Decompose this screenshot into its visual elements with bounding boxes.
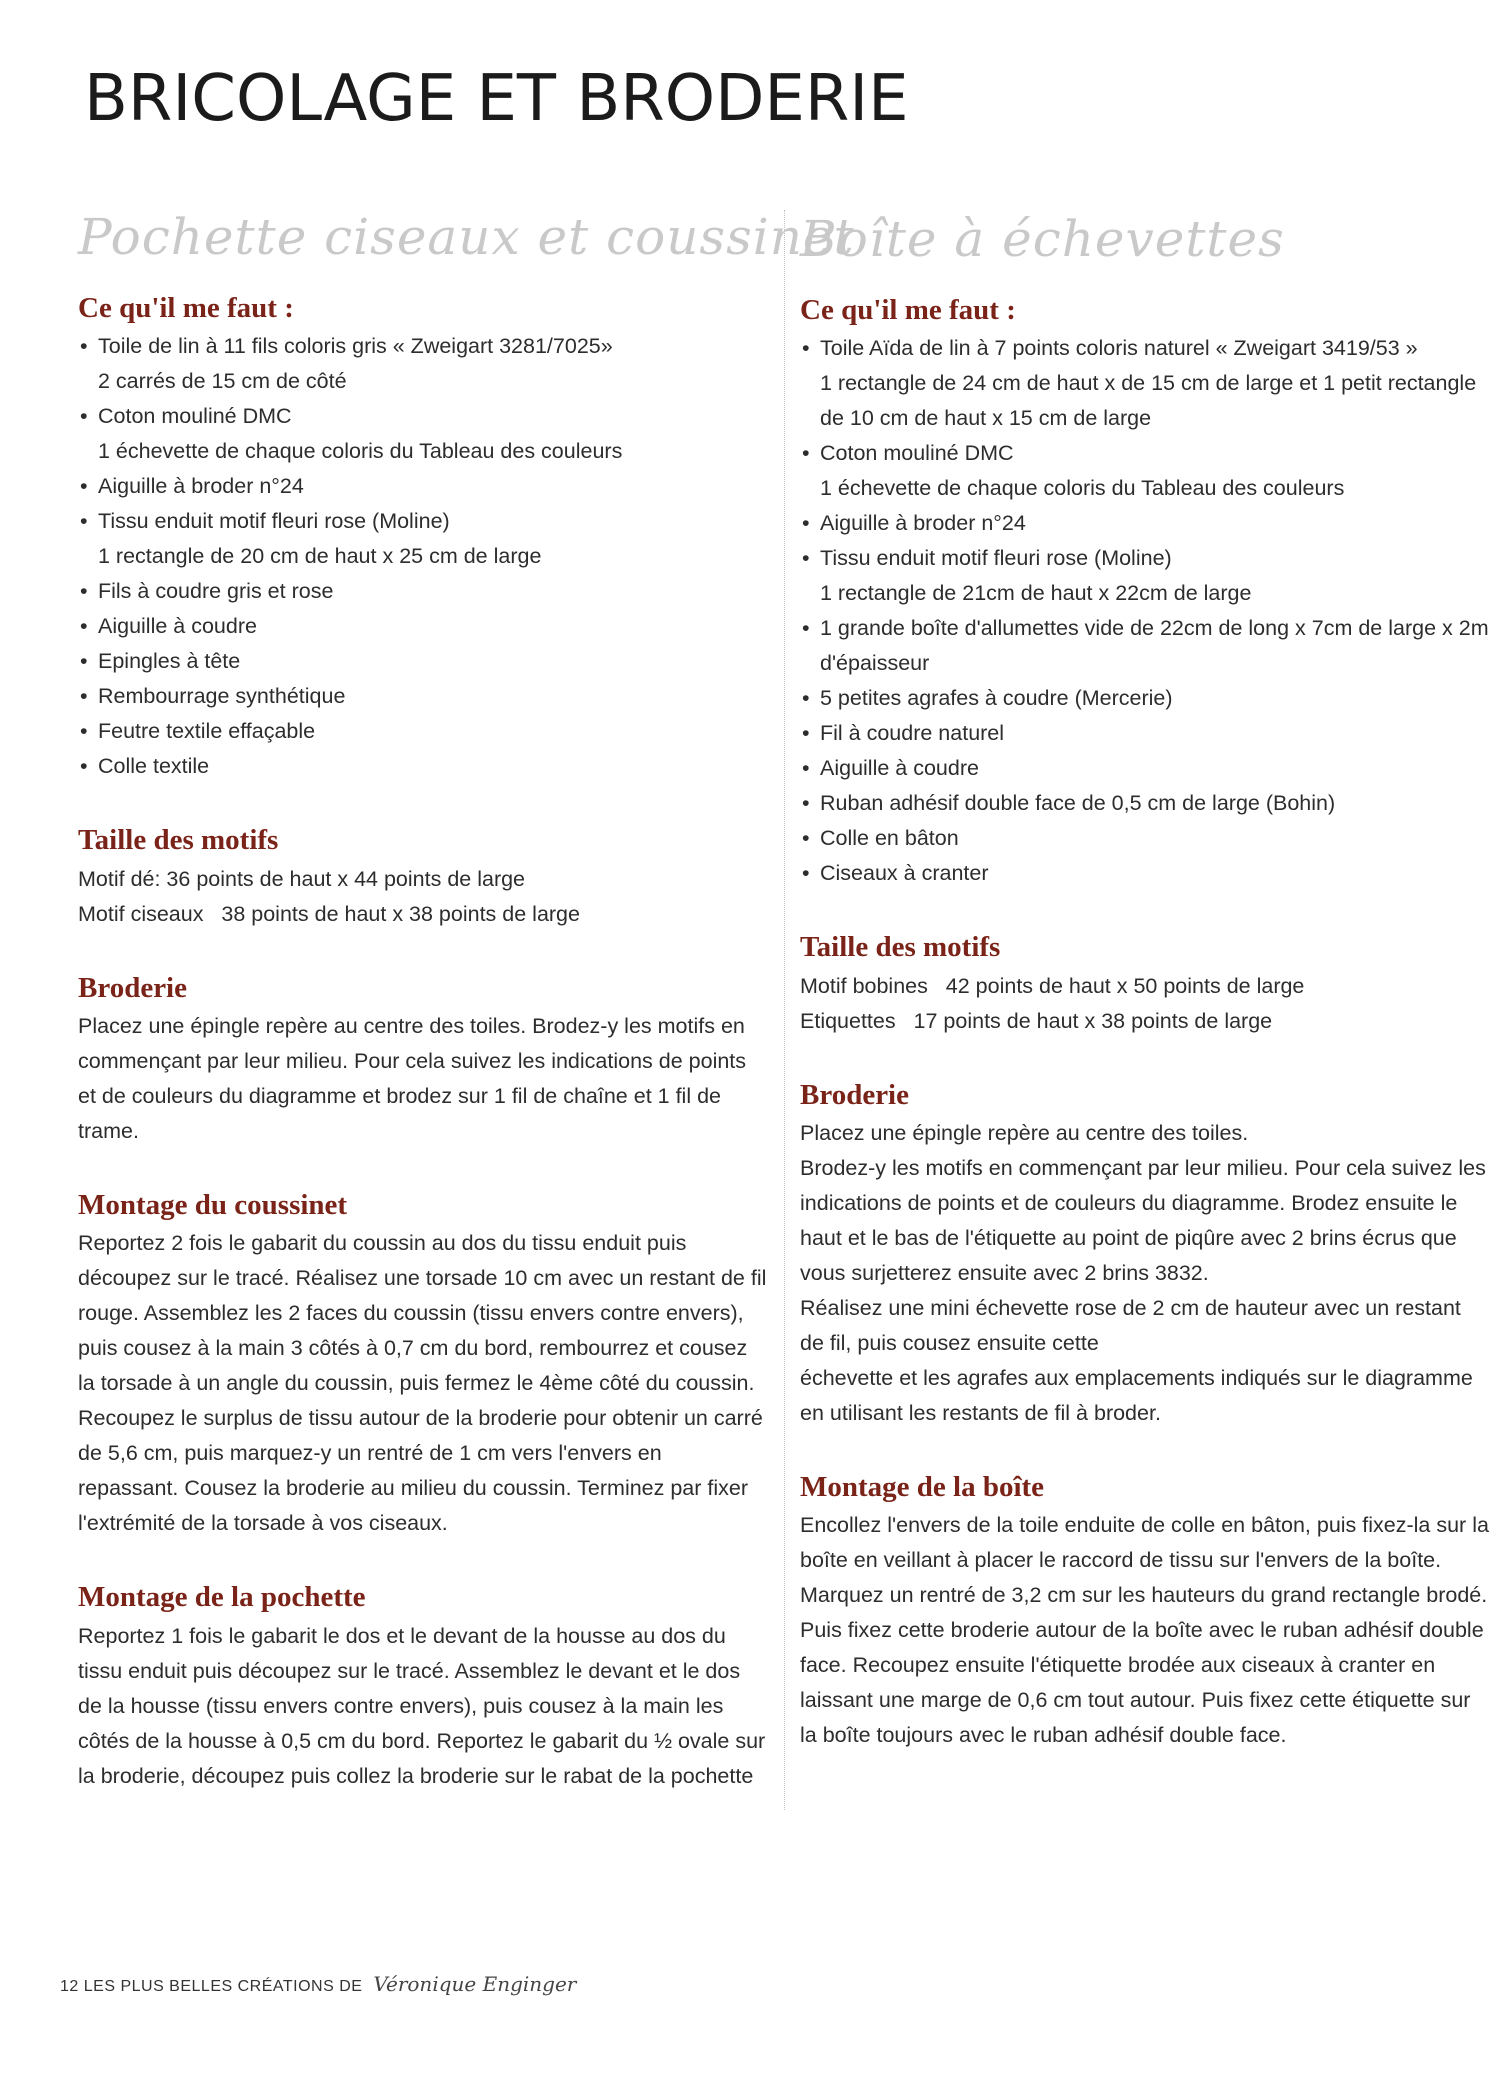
right-needs-list xyxy=(800,331,1490,891)
left-needs-item-label: Fils à coudre gris et rose xyxy=(98,579,334,604)
right-needs-item xyxy=(800,436,1490,506)
right-needs-item-label: Ruban adhésif double face de 0,5 cm de large (Bohin) xyxy=(820,791,1336,816)
right-needs-item xyxy=(800,506,1490,541)
right-needs-item xyxy=(800,821,1490,856)
right-needs-item xyxy=(800,786,1490,821)
right-sizes-line-1: Motif bobines 42 points de haut x 50 points de large xyxy=(800,973,1305,998)
right-embroidery-p2: Brodez-y les motifs en commençant par leur milieu. Pour cela suivez les indications de points et de couleurs du diagramme. Brodez ensuite le haut et le bas de l'étiquette au point de piqûre avec 2 brins écrus que vous surjetterez ensuite avec 2 brins 3832. xyxy=(800,1156,1486,1286)
left-needs-item-detail: 2 carrés de 15 cm de côté xyxy=(98,369,347,394)
right-needs-item xyxy=(800,541,1490,611)
left-needs-item xyxy=(78,644,768,679)
right-script-title: Boîte à échevettes xyxy=(800,210,1285,268)
left-needs-item-label: Tissu enduit motif fleuri rose (Moline) xyxy=(98,509,450,534)
signature-logo: Véronique Enginger xyxy=(373,1972,577,1996)
right-needs-item xyxy=(800,331,1490,436)
left-needs-item-label: Toile de lin à 11 fils coloris gris « Zweigart 3281/7025» xyxy=(98,334,613,359)
left-needs-item xyxy=(78,714,768,749)
left-needs-item-label: Aiguille à coudre xyxy=(98,614,257,639)
left-embroidery-text: Placez une épingle repère au centre des toiles. Brodez-y les motifs en commençant par leur milieu. Pour cela suivez les indications de points et de couleurs du diagramme et brodez sur 1 fil de chaîne et 1 fil de trame. xyxy=(78,1014,747,1144)
page-footer xyxy=(60,1972,576,1996)
left-needs-item-label: Aiguille à broder n°24 xyxy=(98,474,304,499)
left-needs-item xyxy=(78,609,768,644)
right-sizes-heading: Taille des motifs xyxy=(800,931,1001,964)
left-cushion-text: Reportez 2 fois le gabarit du coussin au dos du tissu enduit puis découpez sur le tracé. Réalisez une torsade 10 cm avec un restant de fil rouge. Assemblez les 2 faces du coussin (tissu envers contre envers), puis cousez à la main 3 côtés à 0,7 cm du bord, rembourrez et cousez la torsade à un angle du coussin, puis fermez le 4ème côté du coussin. Recoupez le surplus de tissu autour de la broderie pour obtenir un carré de 5,6 cm, puis marquez-y un rentré de 1 cm vers l'envers en repassant. Cousez la broderie au milieu du coussin. Terminez par fixer l'extrémité de la torsade à vos ciseaux. xyxy=(78,1231,767,1536)
right-needs-item-label: Ciseaux à cranter xyxy=(820,861,989,886)
left-pouch-heading: Montage de la pochette xyxy=(78,1581,366,1614)
left-needs-item-detail: 1 échevette de chaque coloris du Tableau des couleurs xyxy=(98,439,623,464)
right-needs-item-label: Colle en bâton xyxy=(820,826,959,851)
left-pouch-text: Reportez 1 fois le gabarit le dos et le devant de la housse au dos du tissu enduit puis découpez sur le tracé. Assemblez le devant et le dos de la housse (tissu envers contre envers), puis cousez à la main les côtés de la housse à 0,5 cm du bord. Reportez le gabarit du ½ ovale sur la broderie, découpez puis collez la broderie sur le rabat de la pochette xyxy=(78,1623,766,1788)
right-needs-item-label: Coton mouliné DMC xyxy=(820,441,1014,466)
right-embroidery-heading: Broderie xyxy=(800,1078,909,1111)
right-needs-item-detail: 1 échevette de chaque coloris du Tableau des couleurs xyxy=(820,476,1345,501)
right-needs-item-detail: 1 rectangle de 24 cm de haut x de 15 cm de large et 1 petit rectangle de 10 cm de haut x 15 cm de large xyxy=(820,371,1477,431)
left-needs-item xyxy=(78,504,768,574)
left-needs-item-detail: 1 rectangle de 20 cm de haut x 25 cm de large xyxy=(98,544,542,569)
right-box-heading: Montage de la boîte xyxy=(800,1471,1045,1504)
left-needs-heading: Ce qu'il me faut : xyxy=(78,292,294,324)
right-needs-item xyxy=(800,856,1490,891)
left-needs-item xyxy=(78,679,768,714)
left-needs-item-label: Feutre textile effaçable xyxy=(98,719,316,744)
right-needs-item-label: Tissu enduit motif fleuri rose (Moline) xyxy=(820,546,1172,571)
right-sizes-line-2: Etiquettes 17 points de haut x 38 points de large xyxy=(800,1008,1273,1033)
right-needs-item xyxy=(800,751,1490,786)
right-needs-item-detail: 1 rectangle de 21cm de haut x 22cm de large xyxy=(820,581,1252,606)
left-sizes-heading: Taille des motifs xyxy=(78,824,279,857)
right-needs-item-label: 1 grande boîte d'allumettes vide de 22cm de long x 7cm de large x 2m d'épaisseur xyxy=(820,616,1489,676)
left-needs-item xyxy=(78,469,768,504)
right-embroidery-p1: Placez une épingle repère au centre des toiles. xyxy=(800,1121,1249,1146)
left-needs-item-label: Rembourrage synthétique xyxy=(98,684,346,709)
right-needs-item xyxy=(800,611,1490,681)
right-needs-item-label: Aiguille à broder n°24 xyxy=(820,511,1026,536)
right-needs-item-label: Fil à coudre naturel xyxy=(820,721,1005,746)
column-divider xyxy=(784,210,786,1810)
left-needs-item xyxy=(78,329,768,399)
left-embroidery-heading: Broderie xyxy=(78,971,187,1004)
right-embroidery-p4: échevette et les agrafes aux emplacements indiqués sur le diagramme en utilisant les restants de fil à broder. xyxy=(800,1366,1473,1426)
left-script-title: Pochette ciseaux et coussinet xyxy=(78,208,855,266)
left-needs-item xyxy=(78,399,768,469)
right-needs-item xyxy=(800,716,1490,751)
left-sizes-line-1: Motif dé: 36 points de haut x 44 points de large xyxy=(78,866,526,891)
left-needs-item xyxy=(78,574,768,609)
left-needs-item xyxy=(78,749,768,784)
right-box-text: Encollez l'envers de la toile enduite de colle en bâton, puis fixez-la sur la boîte en veillant à placer le raccord de tissu sur l'envers de la boîte. Marquez un rentré de 3,2 cm sur les hauteurs du grand rectangle brodé. Puis fixez cette broderie autour de la boîte avec le ruban adhésif double face. Recoupez ensuite l'étiquette brodée aux ciseaux à cranter en laissant une marge de 0,6 cm tout autour. Puis fixez cette étiquette sur la boîte toujours avec le ruban adhésif double face. xyxy=(800,1513,1489,1748)
left-needs-list xyxy=(78,329,768,784)
left-needs-item-label: Colle textile xyxy=(98,754,210,779)
left-needs-item-label: Epingles à tête xyxy=(98,649,241,674)
right-needs-item xyxy=(800,681,1490,716)
page-title: BRICOLAGE ET BRODERIE xyxy=(84,62,909,136)
right-needs-item-label: 5 petites agrafes à coudre (Mercerie) xyxy=(820,686,1173,711)
page-number: 12 xyxy=(60,1978,79,1995)
right-embroidery-p3: Réalisez une mini échevette rose de 2 cm de hauteur avec un restant de fil, puis cousez ensuite cette xyxy=(800,1296,1461,1356)
left-sizes-line-2: Motif ciseaux 38 points de haut x 38 points de large xyxy=(78,901,580,926)
left-cushion-heading: Montage du coussinet xyxy=(78,1189,348,1222)
right-needs-heading: Ce qu'il me faut : xyxy=(800,294,1016,326)
left-needs-item-label: Coton mouliné DMC xyxy=(98,404,292,429)
right-needs-item-label: Aiguille à coudre xyxy=(820,756,979,781)
left-column xyxy=(78,196,855,1794)
right-needs-item-label: Toile Aïda de lin à 7 points coloris naturel « Zweigart 3419/53 » xyxy=(820,336,1418,361)
footer-text: LES PLUS BELLES CRÉATIONS DE xyxy=(83,1978,363,1995)
right-column xyxy=(800,196,1490,1753)
